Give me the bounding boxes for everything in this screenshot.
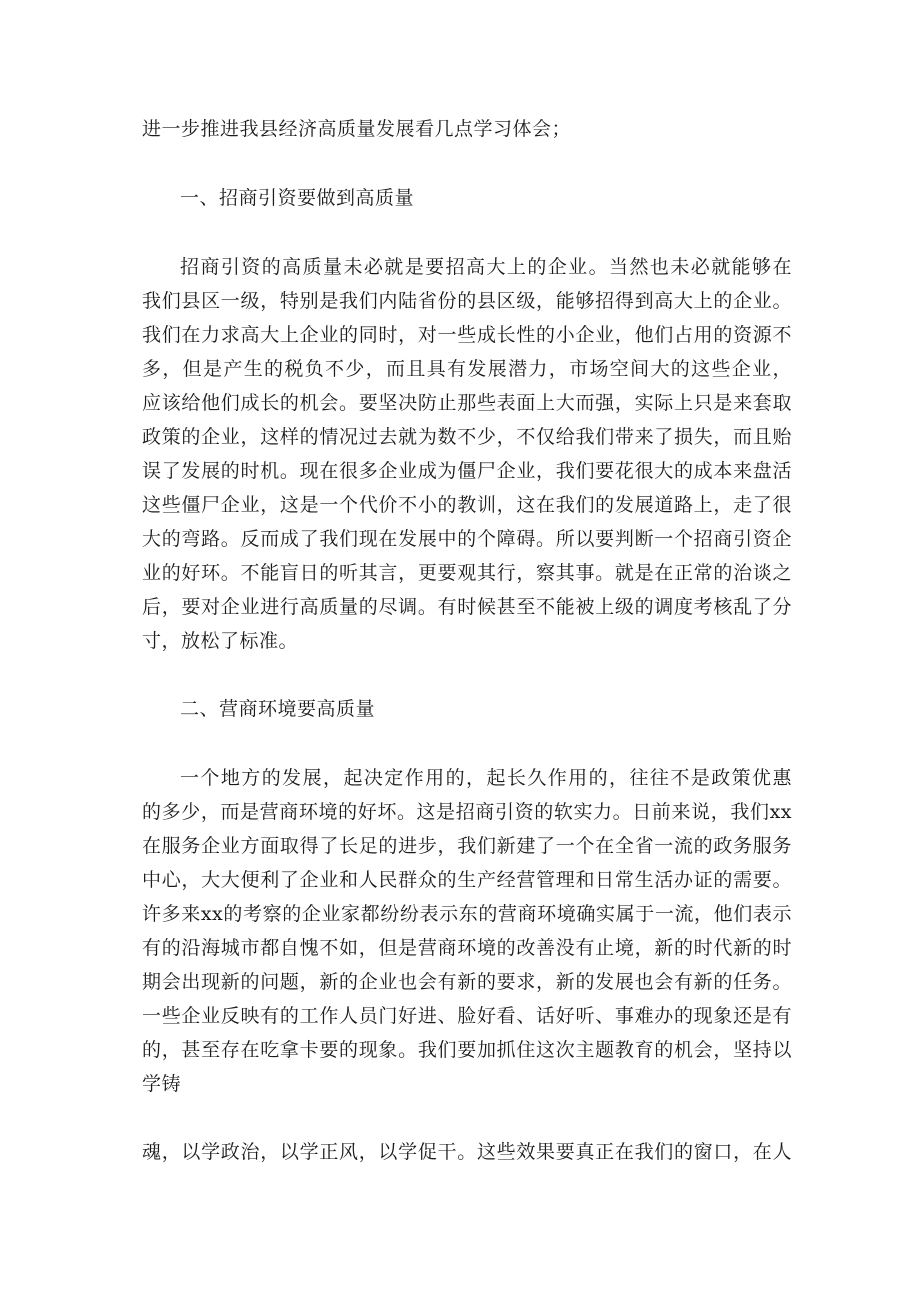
section-2-line: 的多少，而是营商环境的好坏。这是招商引资的软实力。日前来说，我们xx	[142, 801, 792, 823]
intro-line: 进一步推进我县经济高质量发展看几点学习体会；	[142, 118, 572, 140]
section-2-line: 期会出现新的问题，新的企业也会有新的要求，新的发展也会有新的任务。	[142, 971, 792, 993]
section-1-line: 政策的企业，这样的情况过去就为数不少，不仅给我们带来了损失，而且贻	[142, 426, 792, 448]
section-1-line: 大的弯路。反而成了我们现在发展中的个障碍。所以要判断一个招商引资企	[142, 528, 792, 550]
section-1-line: 应该给他们成长的机会。要坚决防止那些表面上大而强，实际上只是来套取	[142, 392, 792, 414]
section-1-line: 招商引资的高质量未必就是要招高大上的企业。当然也未必就能够在	[180, 256, 792, 278]
section-2-line: 一些企业反映有的工作人员门好进、脸好看、话好听、事难办的现象还是有	[142, 1005, 792, 1027]
section-2-line: 一个地方的发展，起决定作用的，起长久作用的，往往不是政策优惠	[180, 767, 792, 789]
section-1-line: 误了发展的时机。现在很多企业成为僵尸企业，我们要花很大的成本来盘活	[142, 460, 792, 482]
continuation-line: 魂，以学政治，以学正风，以学促干。这些效果要真正在我们的窗口，在人	[142, 1141, 792, 1163]
section-2-heading: 二、营商环境要高质量	[180, 698, 376, 720]
section-2-line: 学铸	[142, 1073, 182, 1095]
section-1-line: 寸，放松了标准。	[142, 630, 299, 652]
section-1-line: 后，要对企业进行高质量的尽调。有时候甚至不能被上级的调度考核乱了分	[142, 596, 792, 618]
section-2-line: 许多来xx的考察的企业家都纷纷表示东的营商环境确实属于一流，他们表示	[142, 903, 792, 925]
section-1-line: 我们在力求高大上企业的同时，对一些成长性的小企业，他们占用的资源不	[142, 324, 792, 346]
section-1-heading: 一、招商引资要做到高质量	[180, 187, 415, 209]
section-1-line: 我们县区一级，特别是我们内陆省份的县区级，能够招得到高大上的企业。	[142, 290, 792, 312]
section-1-line: 业的好环。不能盲日的听其言，更要观其行，察其事。就是在正常的治谈之	[142, 562, 792, 584]
section-2-line: 的，甚至存在吃拿卡要的现象。我们要加抓住这次主题教育的机会，坚持以	[142, 1039, 792, 1061]
section-2-line: 有的沿海城市都自愧不如，但是营商环境的改善没有止境，新的时代新的时	[142, 937, 792, 959]
section-2-line: 中心，大大便利了企业和人民群众的生产经营管理和日常生活办证的需要。	[142, 869, 792, 891]
section-1-line: 这些僵尸企业，这是一个代价不小的教训，这在我们的发展道路上，走了很	[142, 494, 792, 516]
section-2-line: 在服务企业方面取得了长足的进步，我们新建了一个在全省一流的政务服务	[142, 835, 792, 857]
section-1-line: 多，但是产生的税负不少，而且具有发展潜力，市场空间大的这些企业，	[142, 358, 792, 380]
